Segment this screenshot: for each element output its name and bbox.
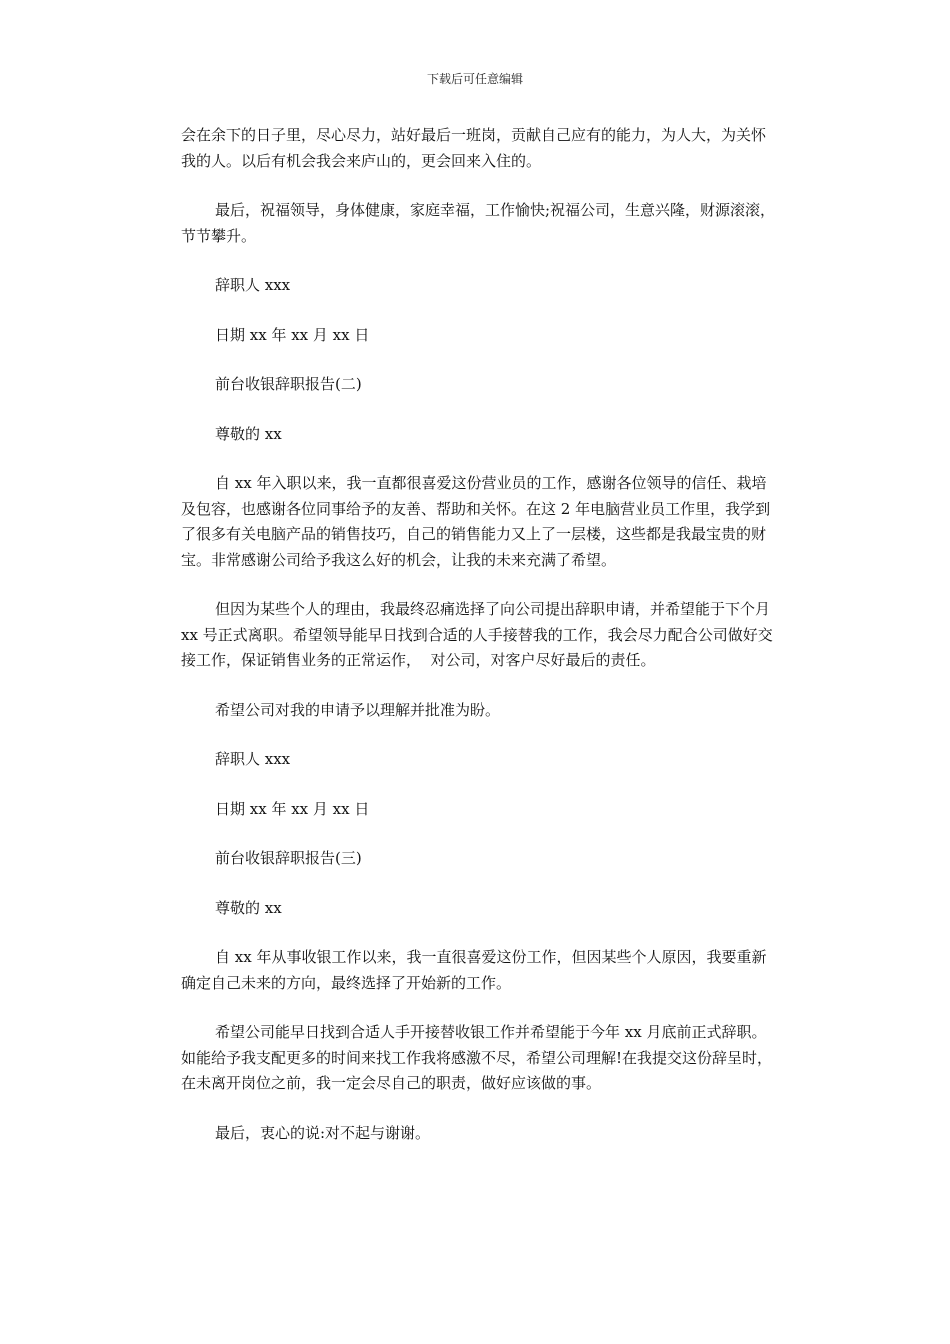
document-body bbox=[181, 123, 776, 1170]
paragraph-closing: 最后，衷心的说:对不起与谢谢。 bbox=[215, 1123, 431, 1142]
paragraph-continuation: 会在余下的日子里，尽心尽力，站好最后一班岗，贡献自己应有的能力，为人大，为关怀我的人。以后有机会我会来庐山的，更会回来入住的。 bbox=[181, 126, 767, 170]
date-line: 日期 xx 年 xx 月 xx 日 bbox=[215, 325, 370, 344]
signature-line: 辞职人 xxx bbox=[215, 276, 291, 294]
section-title: 前台收银辞职报告(二) bbox=[215, 375, 362, 393]
salutation: 尊敬的 xx bbox=[215, 898, 282, 917]
paragraph-body: 但因为某些个人的理由，我最终忍痛选择了向公司提出辞职申请，并希望能于下个月 xx 号正式离职。希望领导能早日找到合适的人手接替我的工作，我会尽力配合公司做好交接工作，保证销售业务的正常运作， 对公司，对客户尽好最后的责任。 bbox=[181, 600, 775, 669]
section-title: 前台收银辞职报告(三) bbox=[215, 849, 362, 867]
page-header: 下载后可任意编辑 bbox=[426, 72, 523, 86]
salutation: 尊敬的 xx bbox=[215, 424, 282, 443]
paragraph-body: 自 xx 年入职以来，我一直都很喜爱这份营业员的工作，感谢各位领导的信任、栽培及包容，也感谢各位同事给予的友善、帮助和关怀。在这 2 年电脑营业员工作里，我学到了很多有关电脑产品的销售技巧，自己的销售能力又上了一层楼，这些都是我最宝贵的财宝。非常感谢公司给予我这么好的机会，让我的未来充满了希望。 bbox=[181, 474, 771, 569]
paragraph-body: 自 xx 年从事收银工作以来，我一直很喜爱这份工作，但因某些个人原因，我要重新确定自己未来的方向，最终选择了开始新的工作。 bbox=[181, 948, 767, 992]
paragraph-body: 希望公司能早日找到合适人手开接替收银工作并希望能于今年 xx 月底前正式辞职。如能给予我支配更多的时间来找工作我将感激不尽，希望公司理解!在我提交这份辞呈时，在未离开岗位之前，我一定会尽自己的职责，做好应该做的事。 bbox=[181, 1023, 773, 1092]
paragraph-body: 希望公司对我的申请予以理解并批准为盼。 bbox=[215, 700, 501, 719]
paragraph-closing-wishes: 最后，祝福领导，身体健康，家庭幸福，工作愉快;祝福公司，生意兴隆，财源滚滚，节节攀升。 bbox=[181, 201, 776, 245]
signature-line: 辞职人 xxx bbox=[215, 750, 291, 768]
date-line: 日期 xx 年 xx 月 xx 日 bbox=[215, 799, 370, 818]
